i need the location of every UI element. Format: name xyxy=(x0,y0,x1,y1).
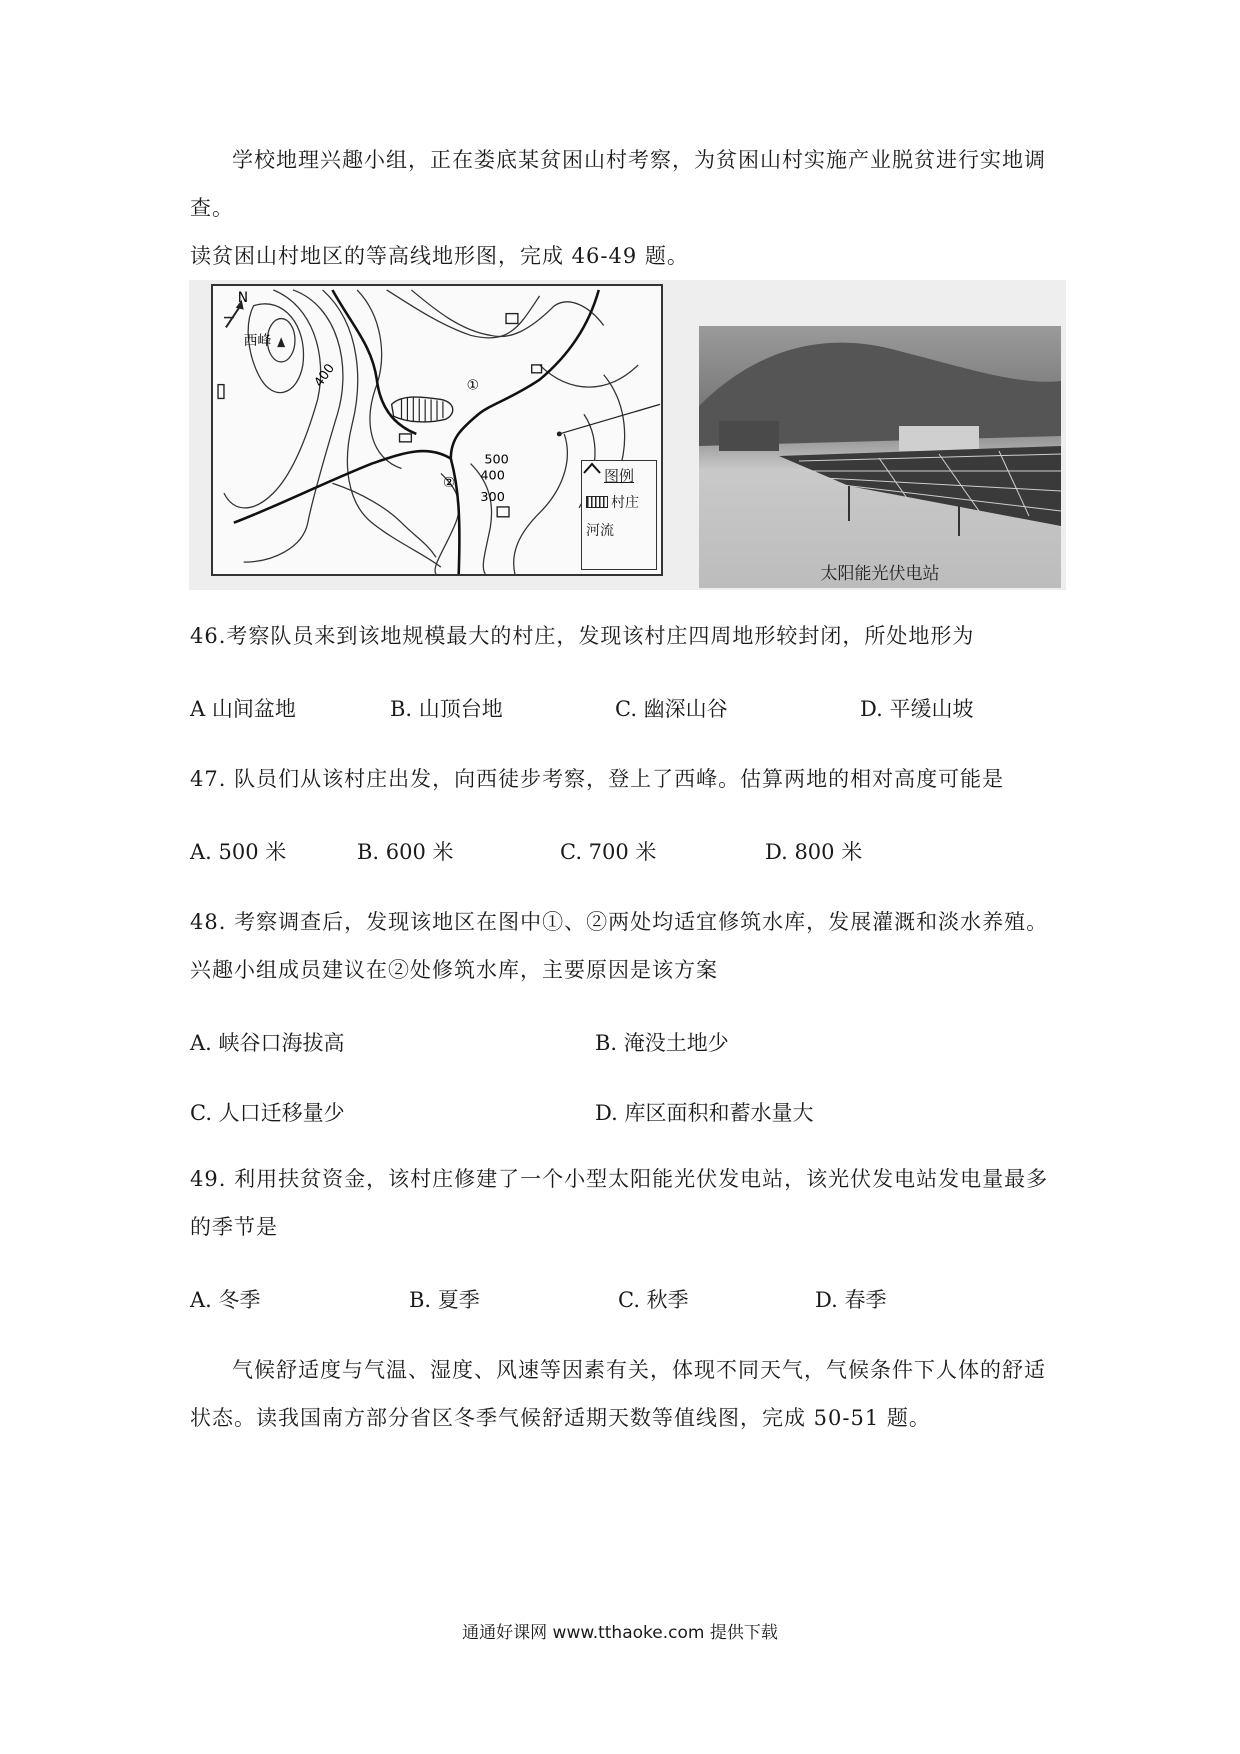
q46-option-c: C. 幽深山谷 xyxy=(615,697,728,721)
contour-label-500: 500 xyxy=(484,452,509,468)
intro-2-line-1: 气候舒适度与气温、湿度、风速等因素有关，体现不同天气，气候条件下人体的舒适 xyxy=(232,1358,1046,1382)
peak-icon xyxy=(277,337,285,347)
photo-caption: 太阳能光伏电站 xyxy=(820,564,940,584)
pointer-line xyxy=(559,404,660,434)
intro-paragraph-1 xyxy=(190,136,1070,280)
footer-text: 通通好课网 www.tthaoke.com 提供下载 xyxy=(462,1623,778,1643)
peak-label: 西峰 xyxy=(243,333,272,350)
question-47-stem: 47. 队员们从该村庄出发，向西徒步考察，登上了西峰。估算两地的相对高度可能是 xyxy=(190,767,1005,791)
question-48-stem: 48. 考察调查后，发现该地区在图中①、②两处均适宜修筑水库，发展灌溉和淡水养殖。兴趣小组成员建议在②处修筑水库，主要原因是该方案 xyxy=(190,910,1049,982)
contour-lines xyxy=(224,290,638,574)
river-lines xyxy=(234,290,599,574)
intro-1-line-2: 读贫困山村地区的等高线地形图，完成 46-49 题。 xyxy=(190,244,689,268)
contour-map xyxy=(211,284,663,576)
figure xyxy=(189,280,1066,590)
map-legend xyxy=(581,460,657,570)
contour-label-300: 300 xyxy=(480,490,505,506)
q46-option-b: B. 山顶台地 xyxy=(390,697,503,721)
q48-option-a: A. 峡谷口海拔高 xyxy=(190,1031,345,1055)
river-legend-icon xyxy=(582,461,656,569)
contour-label-400: 400 xyxy=(311,361,338,390)
q49-option-b: B. 夏季 xyxy=(409,1288,480,1312)
q49-option-a: A. 冬季 xyxy=(190,1288,261,1312)
q48-option-c: C. 人口迁移量少 xyxy=(190,1101,345,1125)
solar-station-photo xyxy=(699,326,1061,588)
largest-village-icon xyxy=(392,397,453,422)
intro-1-line-1: 学校地理兴趣小组，正在娄底某贫困山村考察，为贫困山村实施产业脱贫进行实地调查。 xyxy=(190,148,1046,220)
q47-option-c: C. 700 米 xyxy=(560,840,657,864)
q47-option-a: A. 500 米 xyxy=(190,840,287,864)
q49-option-c: C. 秋季 xyxy=(618,1288,689,1312)
legend-river-label: 河流 xyxy=(586,523,614,539)
q48-option-d: D. 库区面积和蓄水量大 xyxy=(595,1101,814,1125)
q49-option-d: D. 春季 xyxy=(815,1288,887,1312)
intro-paragraph-2 xyxy=(190,1346,1070,1442)
question-46-stem: 46.考察队员来到该地规模最大的村庄，发现该村庄四周地形较封闭，所处地形为 xyxy=(190,624,975,648)
legend-title: 图例 xyxy=(603,467,634,485)
north-label: N xyxy=(237,289,249,306)
q47-option-b: B. 600 米 xyxy=(357,840,454,864)
intro-2-line-2: 状态。读我国南方部分省区冬季气候舒适期天数等值线图，完成 50-51 题。 xyxy=(190,1406,931,1430)
q46-option-d: D. 平缓山坡 xyxy=(860,697,974,721)
marker-2: ② xyxy=(442,475,456,492)
q46-option-a: A 山间盆地 xyxy=(190,697,296,721)
q48-option-b: B. 淹没土地少 xyxy=(595,1031,729,1055)
solar-panels-drawing xyxy=(699,326,1061,588)
q47-option-d: D. 800 米 xyxy=(765,840,863,864)
contour-label-400b: 400 xyxy=(480,468,505,484)
question-49-stem: 49. 利用扶贫资金，该村庄修建了一个小型太阳能光伏发电站，该光伏发电站发电量最多的季节是 xyxy=(190,1167,1049,1239)
marker-1: ① xyxy=(466,377,479,394)
legend-village-label: 村庄 xyxy=(611,495,639,511)
legend-river-row xyxy=(586,520,652,540)
